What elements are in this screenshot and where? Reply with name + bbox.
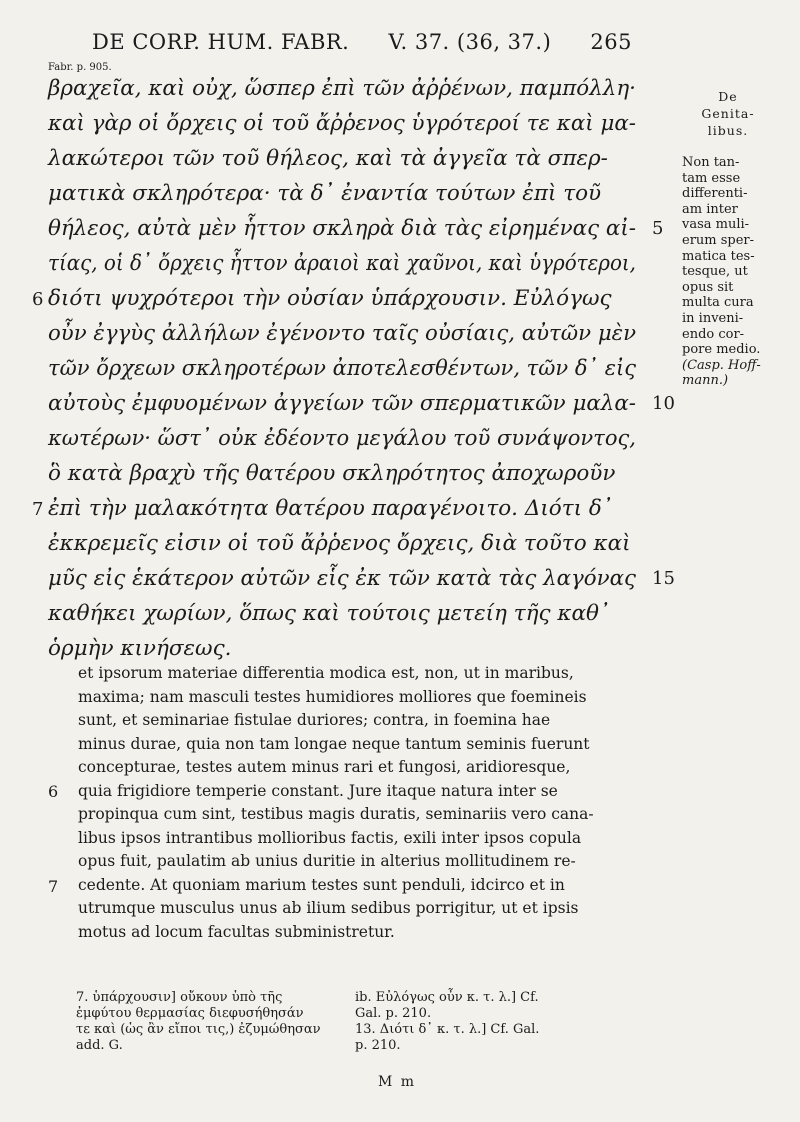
latin-line: sunt, et seminariae fistulae duriores; contra, in foemina hae [78,711,551,729]
latin-line: propinqua cum sint, testibus magis duratis, seminariis vero cana- [78,805,594,823]
footnote-line: ib. Εὐλόγως οὖν κ. τ. λ.] Cf. [355,990,539,1005]
footnote-line: 13. Διότι δ᾽ κ. τ. λ.] Cf. Gal. [355,1022,540,1037]
page-number: 265 [590,30,632,54]
latin-line: et ipsorum materiae differentia modica est, non, ut in maribus, [78,664,574,682]
running-title: DE CORP. HUM. FABR. [92,30,350,54]
greek-line: τίας, οἱ δ᾽ ὄρχεις ἧττον ἀραιοὶ καὶ χαῦνοι, καὶ ὑγρότεροι, [48,251,636,276]
latin-line: maxima; nam masculi testes humidiores molliores que foemineis [78,687,587,706]
footnote-line: p. 210. [355,1038,401,1053]
latin-line: libus ipsos intrantibus mollioribus factis, exili inter ipsos copula [78,828,582,847]
signature-mark: M m [378,1074,417,1090]
section-reference: V. 37. (36, 37.) [388,30,552,54]
footnote-line: Gal. p. 210. [355,1006,432,1021]
greek-line: διότι ψυχρότεροι τὴν οὐσίαν ὑπάρχουσιν. Εὐλόγως [48,286,612,311]
footnote-line: 7. ὑπάρχουσιν] οὔκουν ὑπὸ τῆς [76,990,283,1005]
fabrica-page-reference: Fabr. p. 905. [48,62,112,73]
greek-line: οὖν ἐγγὺς ἀλλήλων ἐγένοντο ταῖς οὐσίαις, αὐτῶν μὲν [48,321,636,346]
running-header [92,30,632,54]
line-number: 5 [652,218,664,239]
greek-line: ἐπὶ τὴν μαλακότητα θατέρου παραγένοιτο. Διότι δ᾽ [48,496,613,521]
latin-line: utrumque musculus unus ab ilium sedibus porrigitur, ut et ipsis [78,899,579,917]
latin-line: quia frigidiore temperie constant. Jure itaque natura inter se [78,781,558,800]
greek-line: αὐτοὺς ἐμφυομένων ἀγγείων τῶν σπερματικῶν μαλα- [48,391,636,416]
greek-line: μῦς εἰς ἑκάτερον αὐτῶν εἷς ἐκ τῶν κατὰ τὰς λαγόνας [48,566,636,591]
greek-line: βραχεῖα, καὶ οὐχ, ὥσπερ ἐπὶ τῶν ἀῤῥένων, παμπόλλη· [48,76,636,101]
marginal-note-title: De Genita- libus. [701,89,755,138]
marginal-note-body: Non tan- tam esse differenti- am inter vasa muli- erum sper- matica tes- tesque, ut opus sit multa cura in inveni- endo cor- pore medio. (Casp. Hoff- mann.) [682,155,761,389]
greek-line: καὶ γὰρ οἱ ὄρχεις οἱ τοῦ ἄῤῥενος ὑγρότεροί τε καὶ μα- [48,111,636,136]
greek-line: ὃ κατὰ βραχὺ τῆς θατέρου σκληρότητος ἀποχωροῦν [48,461,616,486]
greek-line: θήλεος, αὐτὰ μὲν ἧττον σκληρὰ διὰ τὰς εἰρημένας αἰ- [48,216,636,241]
footnotes-left [76,990,348,1054]
latin-line: motus ad locum facultas subministretur. [78,922,395,941]
greek-line: καθήκει χωρίων, ὅπως καὶ τούτοις μετείη τῆς καθ᾽ [48,601,610,626]
footnote-line: add. G. [76,1038,123,1053]
greek-line: κωτέρων· ὥστ᾽ οὐκ ἐδέοντο μεγάλου τοῦ συνάψοντος, [48,426,636,451]
latin-line: opus fuit, paulatim ab unius duritie in alterius mollitudinem re- [78,852,576,870]
latin-line: concepturae, testes autem minus rari et fungosi, aridioresque, [78,758,571,776]
latin-line: cedente. At quoniam marium testes sunt penduli, idcirco et in [78,875,565,894]
greek-line: λακώτεροι τῶν τοῦ θήλεος, καὶ τὰ ἀγγεῖα τὰ σπερ- [48,146,608,171]
line-number: 10 [652,393,675,414]
greek-line: τῶν ὄρχεων σκληροτέρων ἀποτελεσθέντων, τῶν δ᾽ εἰς [48,356,636,381]
latin-line: minus durae, quia non tam longae neque tantum seminis fuerunt [78,734,590,753]
greek-line: ματικὰ σκληρότερα· τὰ δ᾽ ἐναντία τούτων ἐπὶ τοῦ [48,181,602,206]
section-mark: 7 [32,499,44,520]
section-mark: 7 [48,877,59,896]
marginal-note [672,88,784,389]
greek-line: ὁρμὴν κινήσεως. [48,636,232,661]
line-number: 15 [652,568,675,589]
greek-line: ἐκκρεμεῖς εἰσιν οἱ τοῦ ἄῤῥενος ὄρχεις, διὰ τοῦτο καὶ [48,531,631,556]
section-mark: 6 [32,289,44,310]
footnotes-right [355,990,655,1054]
footnote-line: τε καὶ (ὡς ἂν εἴποι τις,) ἐζυμώθησαν [76,1022,321,1037]
section-mark: 6 [48,781,59,801]
footnote-line: ἐμφύτου θερμασίας διεφυσήθησάν [76,1006,304,1021]
